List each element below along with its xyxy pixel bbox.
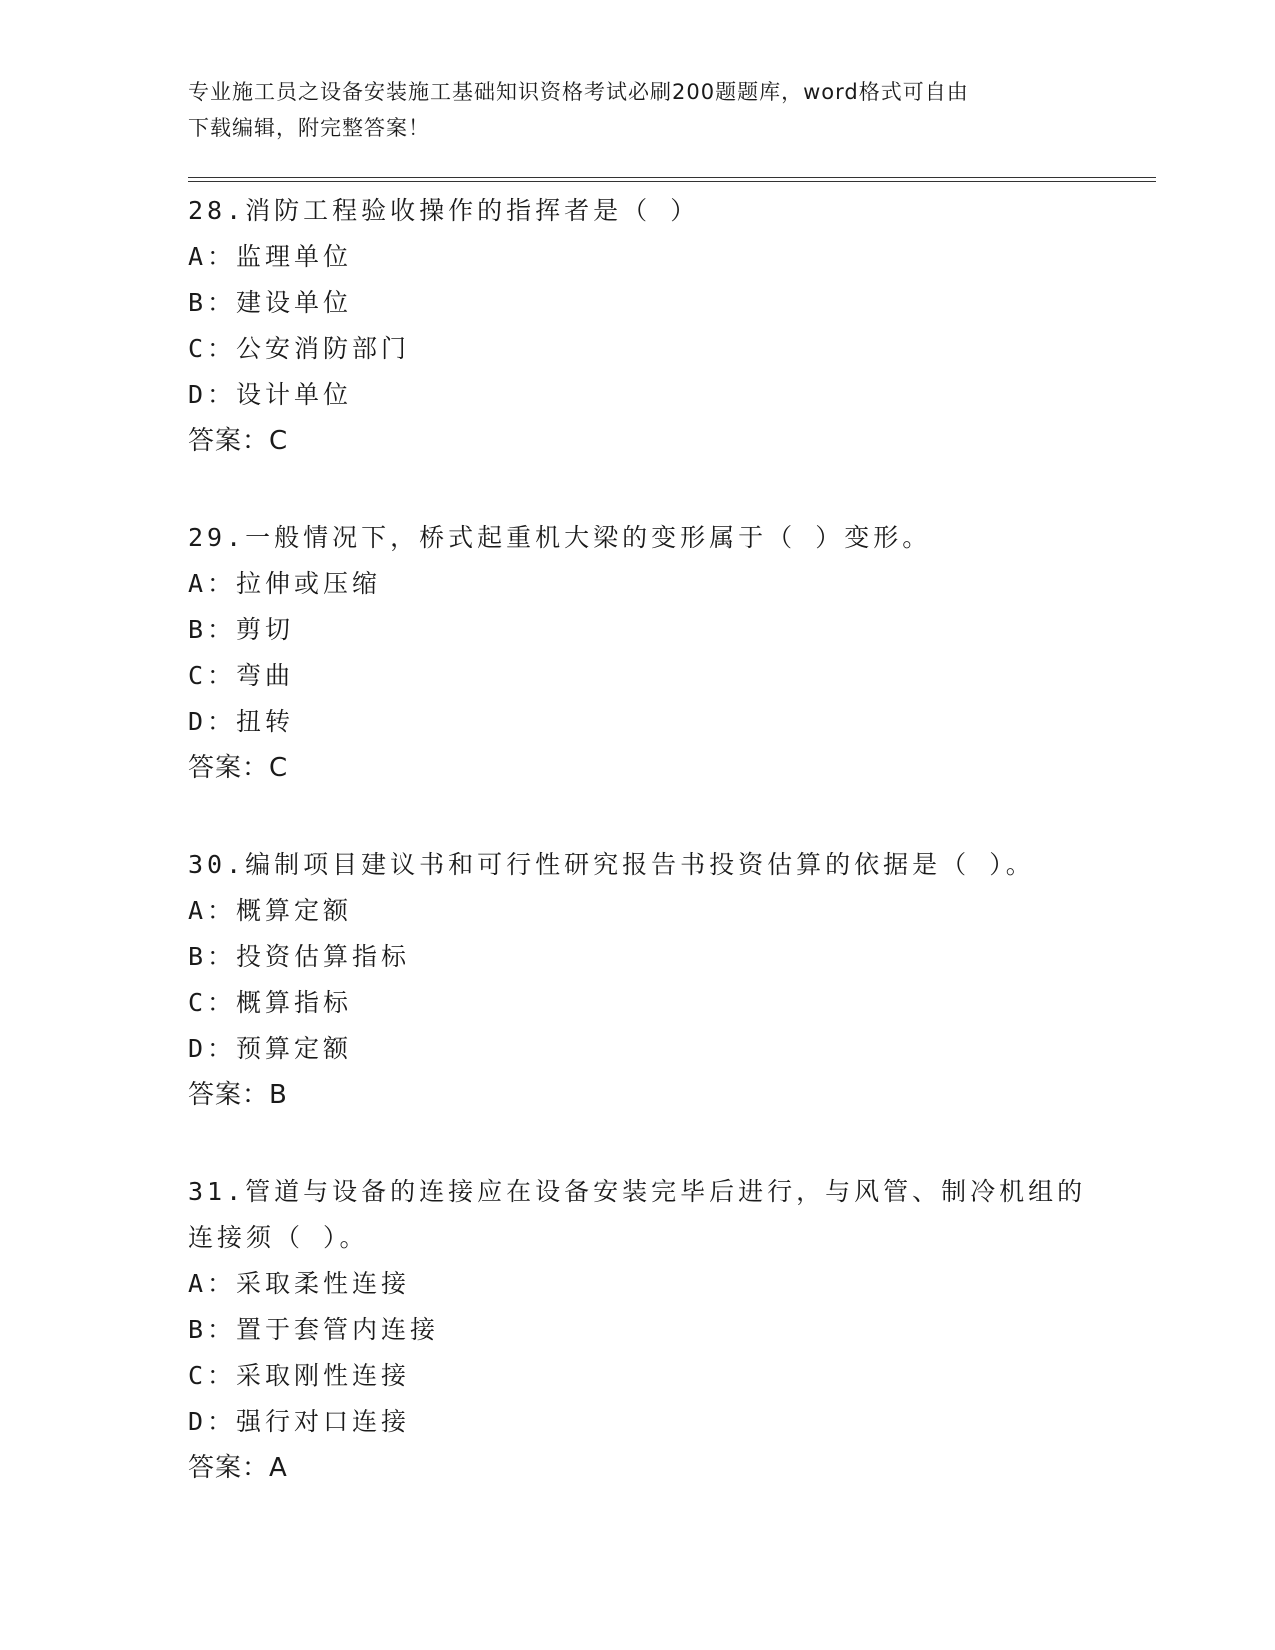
option-a: A：拉伸或压缩 — [188, 569, 382, 598]
question-stem: 28.消防工程验收操作的指挥者是（ ） — [188, 196, 700, 225]
question-29 — [188, 515, 1088, 791]
option-c: C：公安消防部门 — [188, 334, 411, 363]
option-a: A：概算定额 — [188, 896, 353, 925]
option-b: B：投资估算指标 — [188, 942, 411, 971]
answer-label: 答案：B — [188, 1080, 288, 1110]
answer-label: 答案：C — [188, 426, 289, 456]
option-a: A：监理单位 — [188, 242, 353, 271]
option-d: D：预算定额 — [188, 1034, 353, 1063]
option-c: C：概算指标 — [188, 988, 353, 1017]
option-b: B：建设单位 — [188, 288, 353, 317]
answer-label: 答案：C — [188, 753, 289, 783]
header-double-rule — [188, 177, 1156, 182]
option-d: D：设计单位 — [188, 380, 353, 409]
question-stem: 31.管道与设备的连接应在设备安装完毕后进行，与风管、制冷机组的连接须（ ）。 — [188, 1177, 1087, 1252]
question-list — [188, 188, 1088, 1542]
question-stem: 30.编制项目建议书和可行性研究报告书投资估算的依据是（ ）。 — [188, 850, 1035, 879]
option-c: C：采取刚性连接 — [188, 1361, 411, 1390]
header-line-1: 专业施工员之设备安装施工基础知识资格考试必刷200题题库，word格式可自由 — [188, 80, 969, 104]
option-d: D：扭转 — [188, 707, 295, 736]
question-28 — [188, 188, 1088, 464]
option-d: D：强行对口连接 — [188, 1407, 411, 1436]
option-b: B：置于套管内连接 — [188, 1315, 440, 1344]
answer-label: 答案：A — [188, 1453, 288, 1483]
header-line-2: 下载编辑，附完整答案！ — [188, 116, 430, 140]
document-header — [188, 74, 1088, 146]
option-a: A：采取柔性连接 — [188, 1269, 411, 1298]
question-31 — [188, 1169, 1088, 1491]
option-c: C：弯曲 — [188, 661, 295, 690]
question-30 — [188, 842, 1088, 1118]
option-b: B：剪切 — [188, 615, 295, 644]
question-stem: 29.一般情况下，桥式起重机大梁的变形属于（ ）变形。 — [188, 523, 932, 552]
